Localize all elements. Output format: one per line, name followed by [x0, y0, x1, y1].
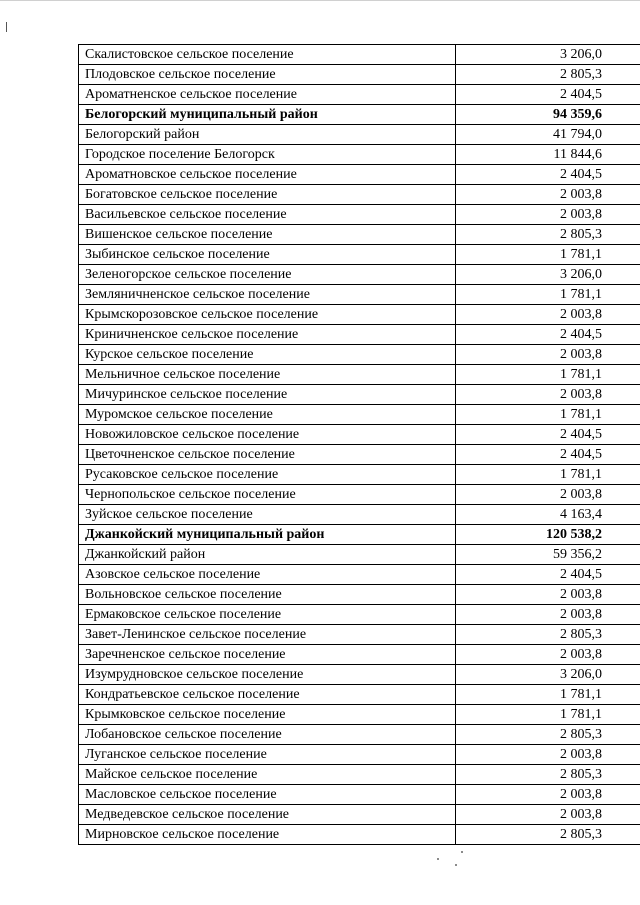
allocation-value-cell: 2 805,3: [456, 225, 640, 245]
table-row: [79, 225, 640, 245]
allocation-value-cell: 1 781,1: [456, 245, 640, 265]
allocation-value-cell: 2 003,8: [456, 745, 640, 765]
table-row: [79, 185, 640, 205]
table-row: [79, 425, 640, 445]
table-row: [79, 245, 640, 265]
settlement-name-cell: Изумрудновское сельское поселение: [79, 665, 456, 685]
settlement-name-cell: Городское поселение Белогорск: [79, 145, 456, 165]
table-row: [79, 545, 640, 565]
allocation-value-cell: 2 003,8: [456, 305, 640, 325]
settlement-name-cell: Мирновское сельское поселение: [79, 825, 456, 845]
settlement-name-cell: Белогорский муниципальный район: [79, 105, 456, 125]
allocation-value-cell: 2 003,8: [456, 585, 640, 605]
table-row: [79, 265, 640, 285]
table-row: [79, 705, 640, 725]
settlement-name-cell: Медведевское сельское поселение: [79, 805, 456, 825]
allocation-value-cell: 2 003,8: [456, 605, 640, 625]
allocation-value-cell: 2 404,5: [456, 165, 640, 185]
settlement-name-cell: Ермаковское сельское поселение: [79, 605, 456, 625]
allocation-value-cell: 2 003,8: [456, 785, 640, 805]
settlement-name-cell: Земляничненское сельское поселение: [79, 285, 456, 305]
allocation-value-cell: 1 781,1: [456, 705, 640, 725]
table-row: [79, 765, 640, 785]
settlement-name-cell: Мичуринское сельское поселение: [79, 385, 456, 405]
settlement-name-cell: Богатовское сельское поселение: [79, 185, 456, 205]
allocation-value-cell: 2 404,5: [456, 425, 640, 445]
settlement-name-cell: Криничненское сельское поселение: [79, 325, 456, 345]
table-body: [79, 45, 640, 845]
table-row: [79, 505, 640, 525]
settlement-name-cell: Васильевское сельское поселение: [79, 205, 456, 225]
allocation-value-cell: 2 404,5: [456, 445, 640, 465]
settlement-name-cell: Русаковское сельское поселение: [79, 465, 456, 485]
allocation-value-cell: 2 003,8: [456, 185, 640, 205]
table-row: [79, 385, 640, 405]
settlement-name-cell: Завет-Ленинское сельское поселение: [79, 625, 456, 645]
table-row-district-total: [79, 525, 640, 545]
allocation-value-cell: 1 781,1: [456, 285, 640, 305]
scan-speck: [455, 864, 457, 866]
settlement-name-cell: Джанкойский муниципальный район: [79, 525, 456, 545]
allocation-value-cell: 2 003,8: [456, 385, 640, 405]
settlement-name-cell: Крымскорозовское сельское поселение: [79, 305, 456, 325]
allocation-value-cell: 2 805,3: [456, 625, 640, 645]
table-row: [79, 585, 640, 605]
allocation-value-cell: 1 781,1: [456, 365, 640, 385]
allocation-value-cell: 2 003,8: [456, 345, 640, 365]
allocation-value-cell: 2 404,5: [456, 565, 640, 585]
table-row: [79, 205, 640, 225]
settlement-name-cell: Вольновское сельское поселение: [79, 585, 456, 605]
table-row: [79, 645, 640, 665]
allocation-value-cell: 2 404,5: [456, 325, 640, 345]
table-row: [79, 565, 640, 585]
allocation-value-cell: 3 206,0: [456, 665, 640, 685]
settlement-name-cell: Скалистовское сельское поселение: [79, 45, 456, 65]
table-row: [79, 285, 640, 305]
table-row: [79, 605, 640, 625]
allocation-value-cell: 4 163,4: [456, 505, 640, 525]
table-row: [79, 825, 640, 845]
table-row: [79, 445, 640, 465]
table-row: [79, 45, 640, 65]
settlement-name-cell: Ароматненское сельское поселение: [79, 85, 456, 105]
settlement-name-cell: Масловское сельское поселение: [79, 785, 456, 805]
page-top-edge: [0, 0, 640, 1]
scan-mark: [6, 22, 7, 32]
settlement-name-cell: Цветочненское сельское поселение: [79, 445, 456, 465]
settlement-name-cell: Белогорский район: [79, 125, 456, 145]
table-row: [79, 685, 640, 705]
table-row: [79, 465, 640, 485]
allocation-value-cell: 41 794,0: [456, 125, 640, 145]
table-row: [79, 325, 640, 345]
settlement-name-cell: Новожиловское сельское поселение: [79, 425, 456, 445]
table-row: [79, 745, 640, 765]
settlement-name-cell: Майское сельское поселение: [79, 765, 456, 785]
table-row: [79, 305, 640, 325]
table-row-district-total: [79, 105, 640, 125]
settlement-name-cell: Вишенское сельское поселение: [79, 225, 456, 245]
allocation-value-cell: 120 538,2: [456, 525, 640, 545]
settlement-name-cell: Зуйское сельское поселение: [79, 505, 456, 525]
settlement-name-cell: Луганское сельское поселение: [79, 745, 456, 765]
allocation-value-cell: 2 404,5: [456, 85, 640, 105]
settlement-name-cell: Курское сельское поселение: [79, 345, 456, 365]
allocation-value-cell: 2 003,8: [456, 805, 640, 825]
settlement-name-cell: Джанкойский район: [79, 545, 456, 565]
allocation-value-cell: 2 805,3: [456, 65, 640, 85]
table-row: [79, 165, 640, 185]
allocation-value-cell: 2 805,3: [456, 825, 640, 845]
table-row: [79, 725, 640, 745]
settlement-name-cell: Зеленогорское сельское поселение: [79, 265, 456, 285]
allocation-value-cell: 2 805,3: [456, 725, 640, 745]
allocation-value-cell: 11 844,6: [456, 145, 640, 165]
allocation-value-cell: 2 805,3: [456, 765, 640, 785]
allocation-value-cell: 3 206,0: [456, 45, 640, 65]
allocation-value-cell: 59 356,2: [456, 545, 640, 565]
table-row: [79, 665, 640, 685]
settlement-name-cell: Чернопольское сельское поселение: [79, 485, 456, 505]
allocation-value-cell: 3 206,0: [456, 265, 640, 285]
settlement-name-cell: Плодовское сельское поселение: [79, 65, 456, 85]
allocation-value-cell: 94 359,6: [456, 105, 640, 125]
table-row: [79, 805, 640, 825]
settlement-name-cell: Зыбинское сельское поселение: [79, 245, 456, 265]
settlement-name-cell: Крымковское сельское поселение: [79, 705, 456, 725]
settlement-name-cell: Ароматновское сельское поселение: [79, 165, 456, 185]
settlement-name-cell: Мельничное сельское поселение: [79, 365, 456, 385]
scan-speck: [437, 858, 439, 860]
table-row: [79, 345, 640, 365]
allocation-value-cell: 2 003,8: [456, 205, 640, 225]
allocation-value-cell: 2 003,8: [456, 485, 640, 505]
settlement-name-cell: Муромское сельское поселение: [79, 405, 456, 425]
table-row: [79, 85, 640, 105]
allocation-value-cell: 2 003,8: [456, 645, 640, 665]
table-row: [79, 485, 640, 505]
table-row: [79, 405, 640, 425]
settlement-name-cell: Азовское сельское поселение: [79, 565, 456, 585]
table-row: [79, 785, 640, 805]
table-row: [79, 365, 640, 385]
scan-speck: [461, 851, 463, 853]
allocation-value-cell: 1 781,1: [456, 465, 640, 485]
allocation-value-cell: 1 781,1: [456, 405, 640, 425]
allocation-value-cell: 1 781,1: [456, 685, 640, 705]
settlement-name-cell: Кондратьевское сельское поселение: [79, 685, 456, 705]
budget-allocation-table: [78, 44, 640, 845]
settlement-name-cell: Заречненское сельское поселение: [79, 645, 456, 665]
table-row: [79, 145, 640, 165]
table-row: [79, 625, 640, 645]
settlement-name-cell: Лобановское сельское поселение: [79, 725, 456, 745]
table-row: [79, 125, 640, 145]
table-row: [79, 65, 640, 85]
